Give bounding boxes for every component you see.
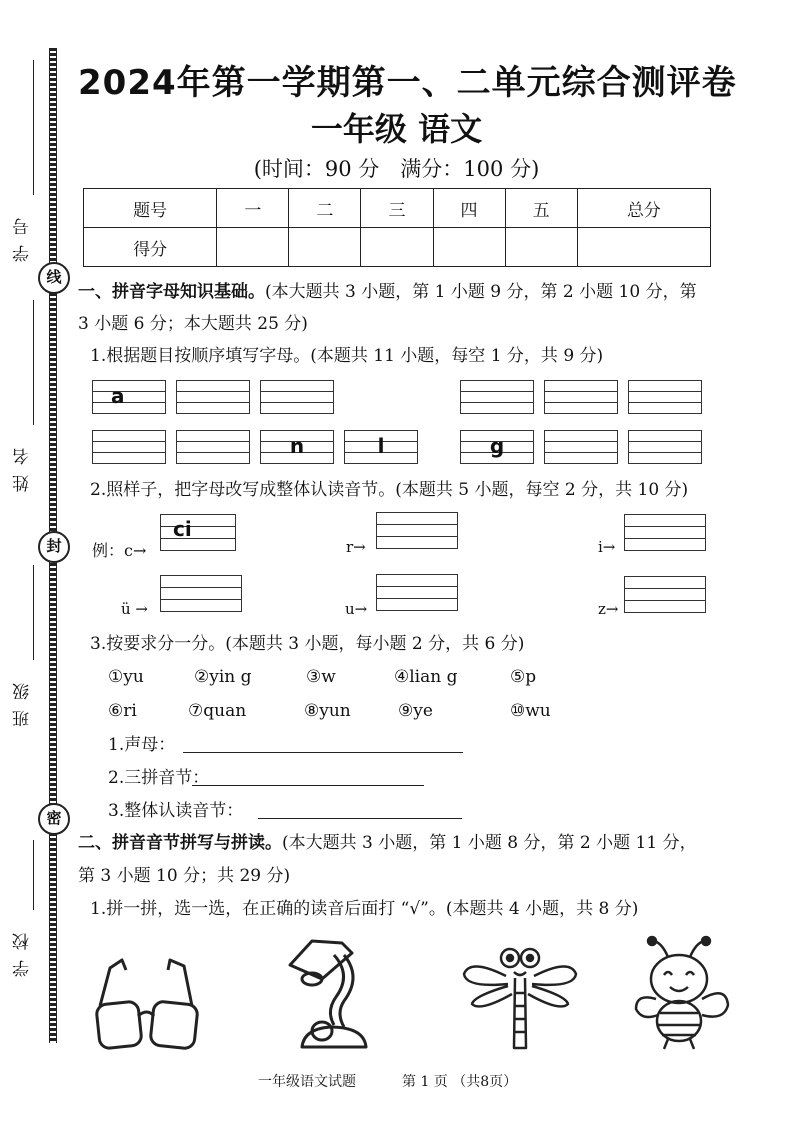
- binding-mark-mi: 密: [38, 803, 70, 835]
- cell: 总分: [577, 189, 710, 228]
- letter-box[interactable]: a: [92, 380, 166, 414]
- section2-note: (本大题共 3 小题，第 1 小题 8 分，第 2 小题 11 分，: [282, 833, 697, 853]
- syllable-box[interactable]: [624, 576, 706, 613]
- option: ①yu: [108, 667, 144, 687]
- score-input-cell[interactable]: [289, 228, 361, 267]
- letter-box[interactable]: [628, 380, 702, 414]
- score-table-score-row: [84, 228, 711, 267]
- q2-1-line: [90, 894, 638, 924]
- score-input-cell[interactable]: [361, 228, 433, 267]
- section1-title: 一、拼音字母知识基础。: [78, 282, 265, 302]
- q1-1-text: 1.根据题目按顺序填写字母。: [90, 346, 311, 366]
- cell: 四: [433, 189, 505, 228]
- section1-note2: 3 小题 6 分；本大题共 25 分): [78, 314, 308, 334]
- section1-note: (本大题共 3 小题，第 1 小题 9 分，第 2 小题 10 分，第: [265, 282, 697, 302]
- syllable-box[interactable]: [160, 575, 242, 612]
- binding-underline: [33, 840, 34, 910]
- footer-page: 第 1 页 （共8页）: [402, 1074, 518, 1090]
- option: ⑧yun: [304, 701, 351, 721]
- score-input-cell[interactable]: [505, 228, 577, 267]
- answer-line[interactable]: [192, 785, 424, 786]
- option: ⑤p: [510, 667, 537, 687]
- blank-label: 3.整体认读音节：: [108, 801, 244, 821]
- q1-2-text: 2.照样子，把字母改写成整体认读音节。: [90, 480, 396, 500]
- q1-2-note: (本题共 5 小题，每空 2 分，共 10 分): [395, 480, 689, 500]
- desk-lamp-illustration: [282, 935, 382, 1053]
- binding-label-student-no: 学号: [13, 208, 33, 262]
- letter-box[interactable]: l: [344, 430, 418, 464]
- binding-label-name: 姓名: [13, 438, 33, 492]
- binding-mark-feng: 封: [38, 531, 70, 563]
- glasses-illustration: [92, 948, 202, 1058]
- score-table: [83, 188, 711, 267]
- letter-box[interactable]: [628, 430, 702, 464]
- blank-label: 2.三拼音节：: [108, 768, 210, 788]
- cell: 得分: [84, 228, 217, 267]
- option: ⑨ye: [398, 701, 433, 721]
- letter-box[interactable]: [260, 380, 334, 414]
- syllable-box-example: ci: [160, 514, 236, 551]
- option: ③w: [306, 667, 336, 687]
- letter-box[interactable]: [544, 380, 618, 414]
- bee-illustration: [632, 935, 732, 1053]
- section2-title: 二、拼音音节拼写与拼读。: [78, 833, 282, 853]
- binding-label-class: 班级: [13, 673, 33, 727]
- syllable-item-label: i→: [598, 538, 616, 556]
- score-input-cell[interactable]: [217, 228, 289, 267]
- cell: 二: [289, 189, 361, 228]
- example-label: 例：c→: [92, 541, 147, 560]
- option: ⑦quan: [188, 701, 247, 721]
- page-subtitle: 一年级 语文: [310, 110, 483, 148]
- letter-box[interactable]: n: [260, 430, 334, 464]
- answer-line[interactable]: [258, 818, 462, 819]
- binding-label-school: 学校: [13, 923, 33, 977]
- letter-box[interactable]: g: [460, 430, 534, 464]
- cell: 三: [361, 189, 433, 228]
- letter-box[interactable]: [544, 430, 618, 464]
- binding-underline: [33, 565, 34, 660]
- score-input-cell[interactable]: [577, 228, 710, 267]
- syllable-box[interactable]: [376, 574, 458, 611]
- syllable-box[interactable]: [624, 514, 706, 551]
- q2-1-note: (本题共 4 小题，共 8 分): [445, 899, 639, 919]
- option: ⑥ri: [108, 701, 137, 721]
- q1-3-line: [90, 629, 524, 659]
- q1-2-line: [90, 475, 688, 505]
- binding-underline: [33, 300, 34, 425]
- q1-3-note: (本题共 3 小题，每小题 2 分，共 6 分): [225, 634, 525, 654]
- syllable-box[interactable]: [376, 512, 458, 549]
- section2-heading: [78, 828, 768, 858]
- syllable-item-label: z→: [598, 600, 619, 618]
- syllable-item-label: ü →: [121, 600, 148, 618]
- score-input-cell[interactable]: [433, 228, 505, 267]
- time-info: (时间：90 分 满分：100 分): [253, 157, 540, 181]
- option: ④lian g: [394, 667, 458, 687]
- letter-box[interactable]: [460, 380, 534, 414]
- letter-box[interactable]: [92, 430, 166, 464]
- cell: 五: [505, 189, 577, 228]
- footer-left: 一年级语文试题: [258, 1074, 356, 1090]
- option: ⑩wu: [510, 701, 551, 721]
- q1-3-text: 3.按要求分一分。: [90, 634, 226, 654]
- letter-box[interactable]: [176, 430, 250, 464]
- q1-1-note: (本题共 11 小题，每空 1 分，共 9 分): [310, 346, 604, 366]
- section1-heading: [78, 277, 758, 307]
- score-table-header-row: [84, 189, 711, 228]
- cell: 题号: [84, 189, 217, 228]
- letter-box[interactable]: [176, 380, 250, 414]
- answer-line[interactable]: [183, 752, 463, 753]
- q2-1-text: 1.拼一拼，选一选，在正确的读音后面打 “√”。: [90, 899, 446, 919]
- option: ②yin g: [194, 667, 252, 687]
- syllable-item-label: u→: [345, 600, 368, 618]
- syllable-item-label: r→: [346, 538, 366, 556]
- section2-note2: 第 3 小题 10 分；共 29 分): [78, 866, 291, 886]
- blank-label: 1.声母：: [108, 735, 176, 755]
- binding-mark-xian: 线: [38, 262, 70, 294]
- page-title: 2024年第一学期第一、二单元综合测评卷: [78, 63, 737, 103]
- dragonfly-illustration: [460, 938, 580, 1053]
- cell: 一: [217, 189, 289, 228]
- q1-1-line: [90, 341, 603, 371]
